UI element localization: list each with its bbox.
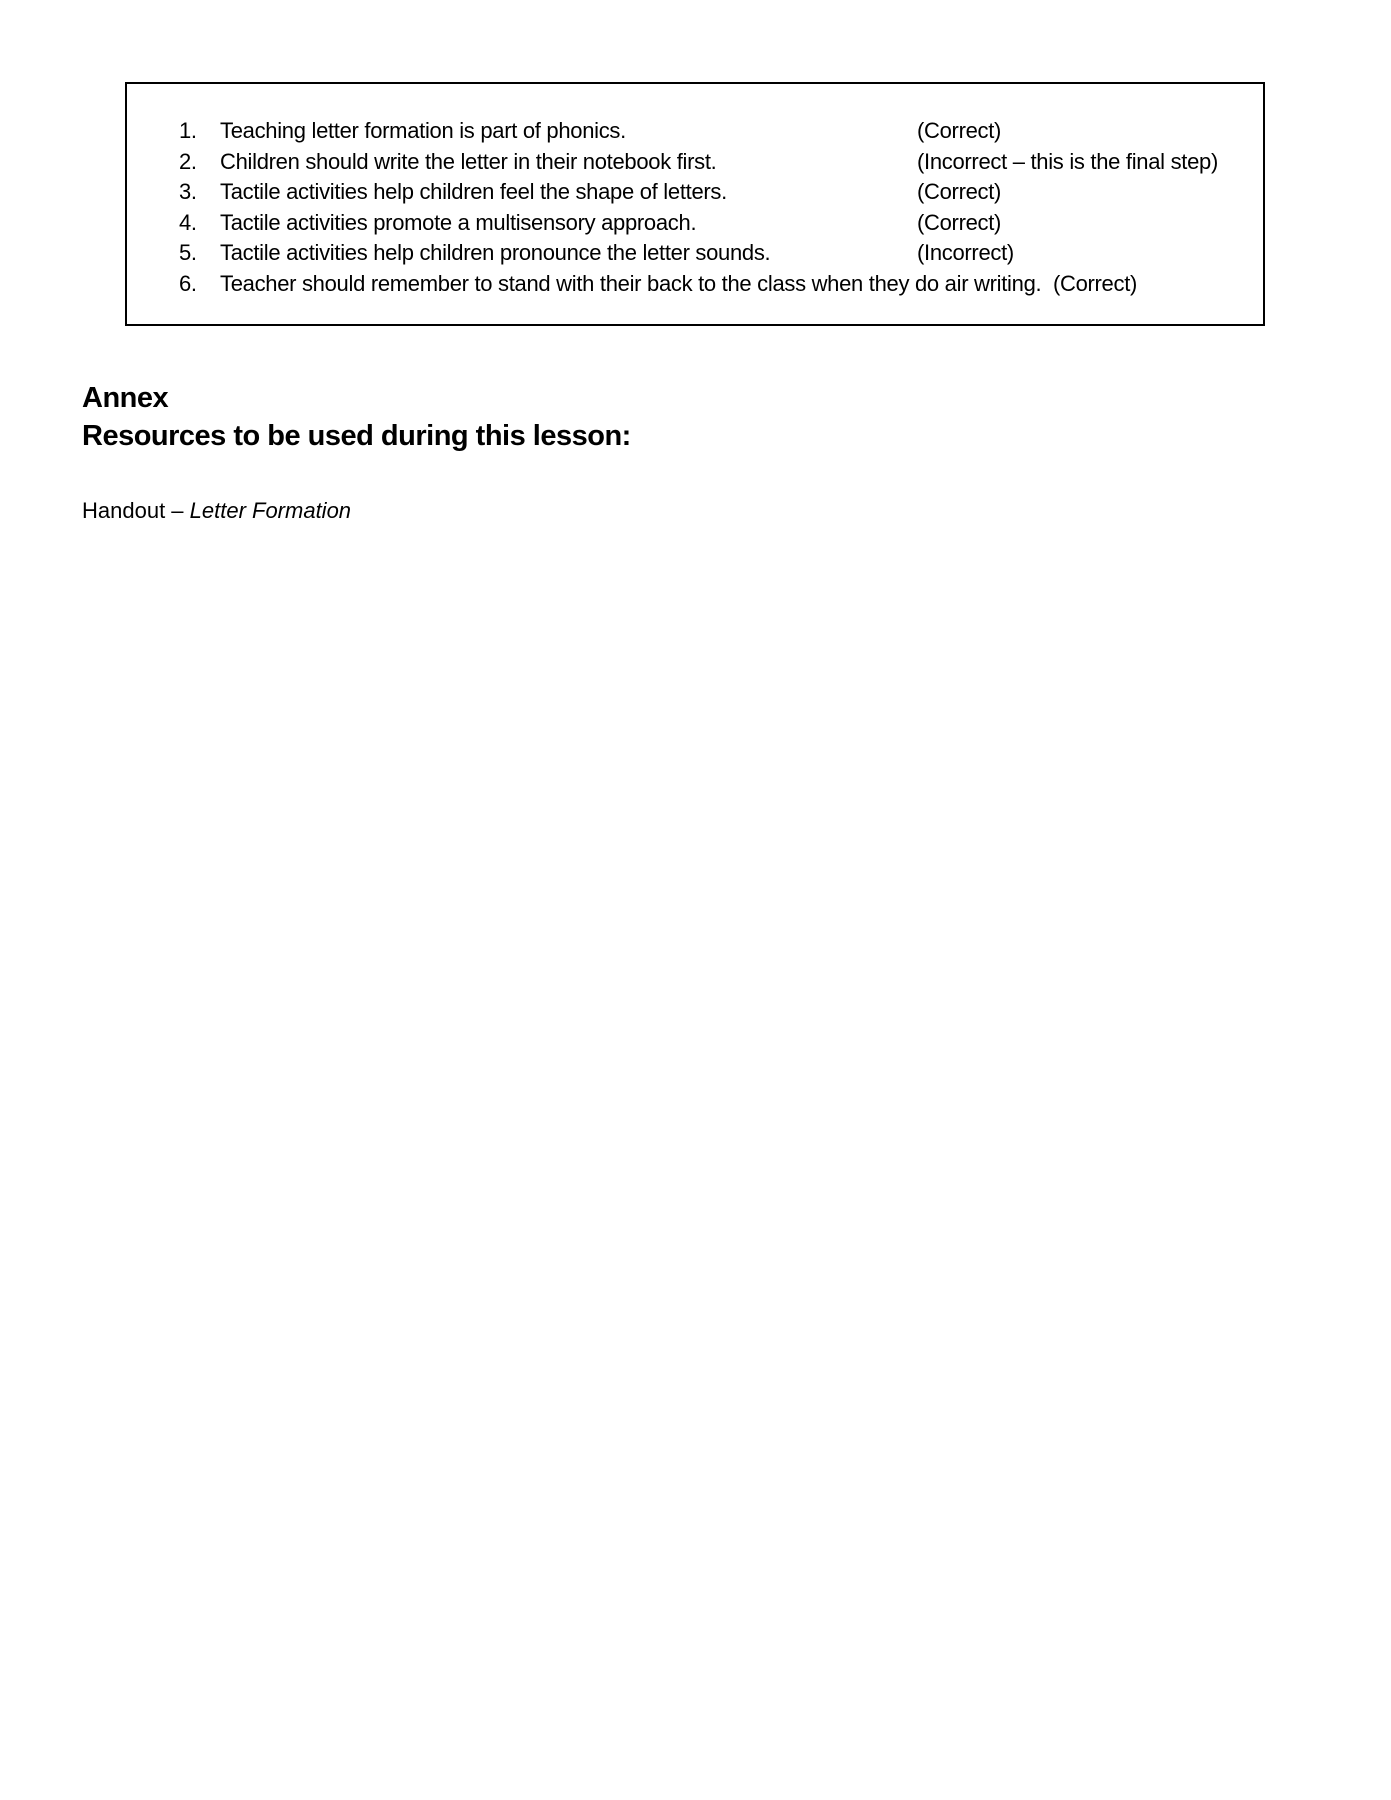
resource-prefix: Handout –: [82, 498, 190, 523]
item-text: Teacher should remember to stand with their back to the class when they do air writing.: [220, 271, 1042, 296]
item-status: (Correct): [917, 210, 1002, 235]
item-status: (Incorrect): [917, 240, 1014, 265]
item-number: 1.: [179, 118, 197, 143]
item-number: 2.: [179, 149, 197, 174]
item-text: Tactile activities promote a multisensory approach.: [220, 210, 697, 235]
item-text: Tactile activities help children pronounce the letter sounds.: [220, 240, 771, 265]
resources-heading: Resources to be used during this lesson:: [82, 420, 631, 452]
resource-title: Letter Formation: [189, 498, 352, 523]
item-text: Children should write the letter in their notebook first.: [220, 149, 717, 174]
resource-item: [82, 498, 351, 524]
item-number: 5.: [179, 240, 197, 265]
answer-key-box: [125, 82, 1265, 326]
item-status: (Correct): [1052, 271, 1138, 296]
item-status: (Incorrect – this is the final step): [917, 149, 1218, 174]
item-number: 6.: [179, 271, 197, 296]
item-status: (Correct): [917, 118, 1002, 143]
item-text: Tactile activities help children feel the shape of letters.: [220, 179, 727, 204]
item-text: Teaching letter formation is part of phonics.: [220, 118, 626, 143]
item-number: 4.: [179, 210, 197, 235]
item-text-wrap: [220, 269, 1137, 299]
item-number: 3.: [179, 179, 197, 204]
annex-heading: Annex: [82, 382, 169, 414]
item-status: (Correct): [917, 179, 1002, 204]
